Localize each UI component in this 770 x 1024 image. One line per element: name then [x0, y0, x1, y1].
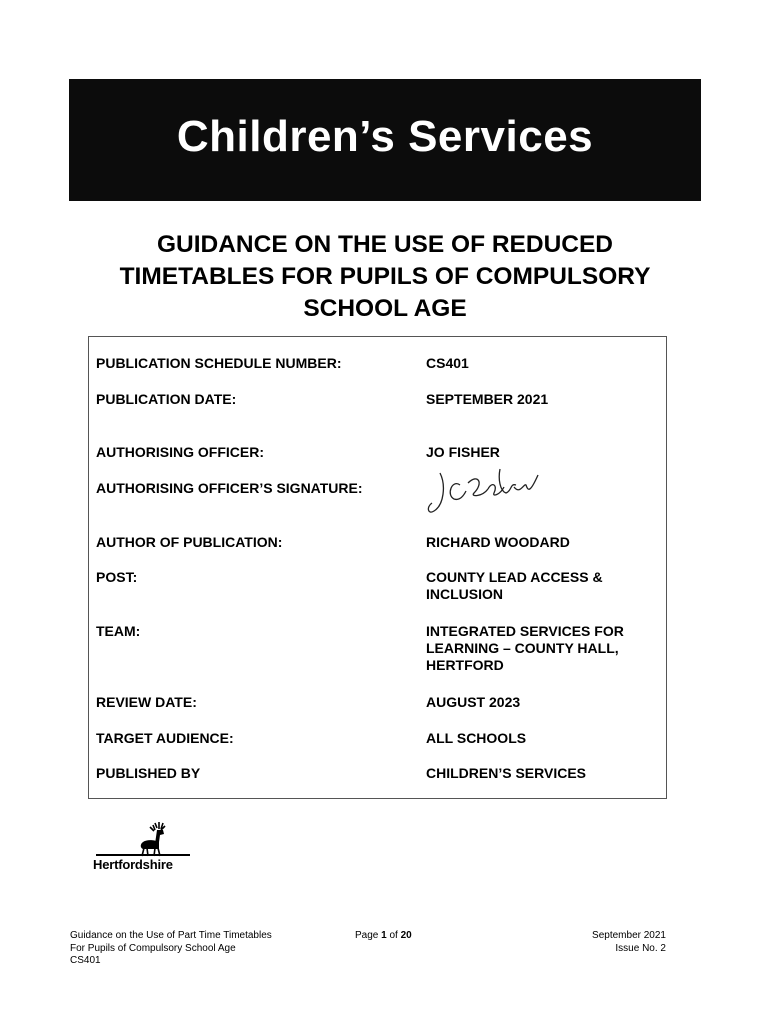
detail-label: POST: [96, 569, 138, 585]
footer-left-line-1: Guidance on the Use of Part Time Timetables [70, 930, 272, 941]
page-prefix: Page [355, 930, 382, 941]
page-of: of [386, 930, 401, 941]
detail-label: AUTHORISING OFFICER’S SIGNATURE: [96, 480, 363, 496]
detail-label: PUBLISHED BY [96, 765, 201, 781]
publication-details-box [88, 336, 667, 799]
footer-left-line-2: For Pupils of Compulsory School Age [70, 942, 236, 954]
detail-value: SEPTEMBER 2021 [426, 391, 549, 407]
document-title-line-3: SCHOOL AGE [303, 295, 467, 322]
detail-label: AUTHORISING OFFICER: [96, 444, 264, 460]
footer-issue-info [592, 930, 666, 955]
footer-document-info [70, 930, 272, 968]
detail-label: TEAM: [96, 623, 141, 639]
detail-label: TARGET AUDIENCE: [96, 730, 234, 746]
logo-wordmark: Hertfordshire [93, 857, 173, 872]
footer-right-line-2: Issue No. 2 [615, 942, 666, 954]
detail-value: CS401 [426, 355, 469, 371]
stag-icon [93, 820, 193, 860]
detail-value: COUNTY LEAD ACCESS & INCLUSION [426, 569, 603, 602]
detail-value: CHILDREN’S SERVICES [426, 765, 586, 781]
detail-label: PUBLICATION DATE: [96, 391, 237, 407]
detail-value: INTEGRATED SERVICES FOR LEARNING – COUNTY HALL, HERTFORD [426, 623, 624, 673]
footer-right-line-1: September 2021 [592, 930, 666, 941]
footer-page-number [355, 930, 412, 943]
detail-value: AUGUST 2023 [426, 694, 521, 710]
detail-label: PUBLICATION SCHEDULE NUMBER: [96, 355, 342, 371]
document-title-line-1: GUIDANCE ON THE USE OF REDUCED [156, 231, 613, 258]
handwritten-signature [426, 465, 556, 525]
page-total: 20 [400, 930, 412, 941]
hertfordshire-logo [93, 820, 193, 876]
detail-label: AUTHOR OF PUBLICATION: [96, 534, 283, 550]
footer-left-line-3: CS401 [70, 955, 101, 966]
banner-title: Children’s Services [176, 112, 594, 161]
title-banner [69, 79, 701, 201]
document-title-line-2: TIMETABLES FOR PUPILS OF COMPULSORY [119, 263, 651, 290]
detail-value: JO FISHER [426, 444, 500, 460]
detail-label: REVIEW DATE: [96, 694, 197, 710]
detail-value: ALL SCHOOLS [426, 730, 527, 746]
document-title [69, 229, 701, 325]
detail-value: RICHARD WOODARD [426, 534, 570, 550]
page-current: 1 [381, 930, 387, 941]
